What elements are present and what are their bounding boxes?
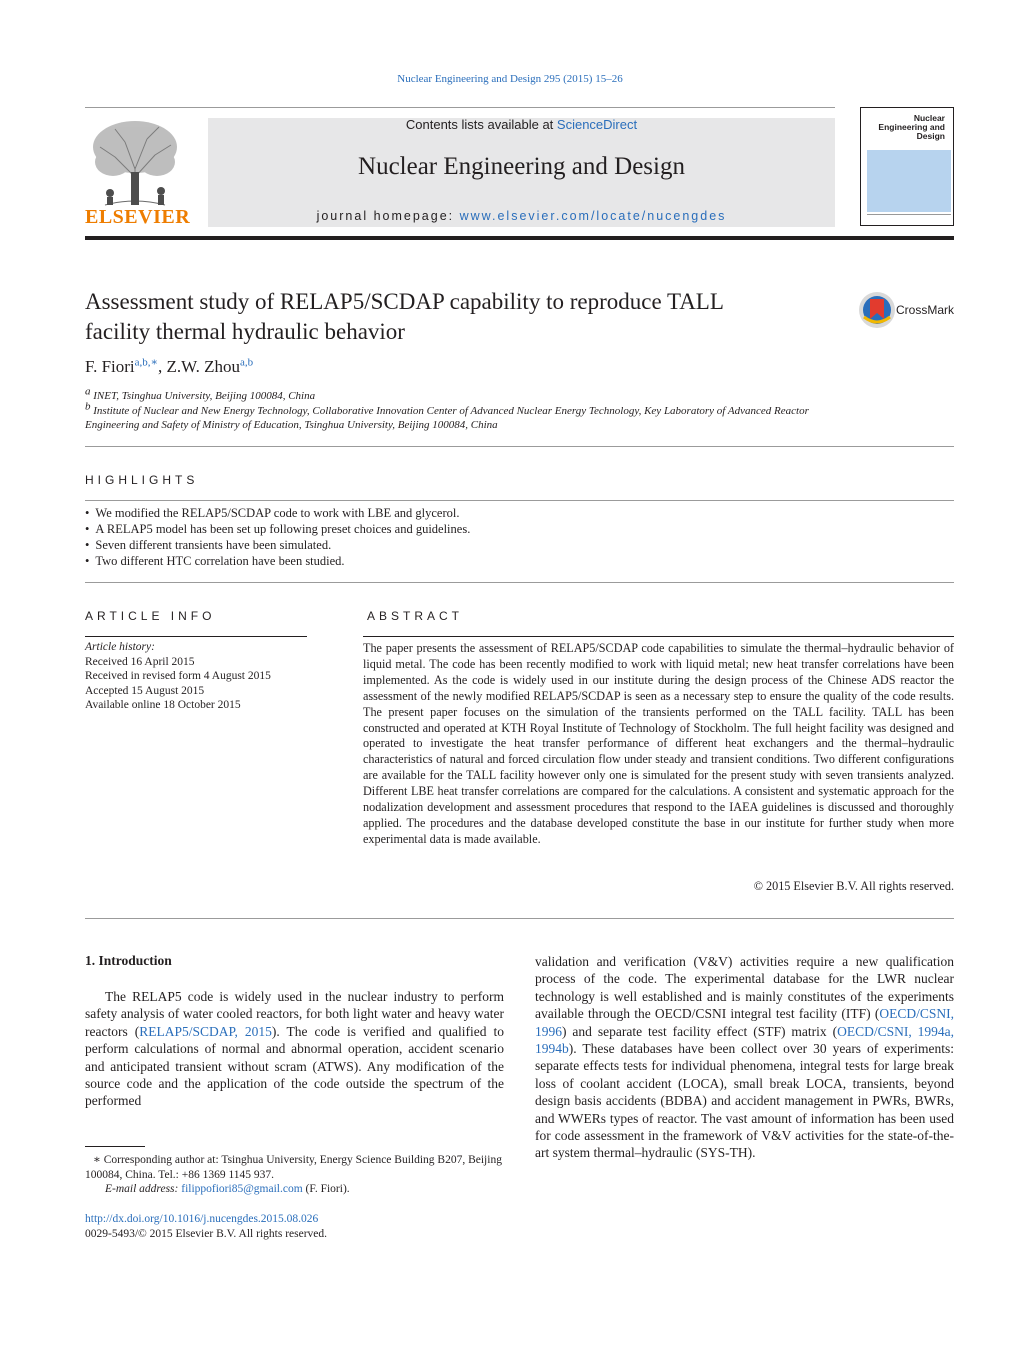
doi-link[interactable]: http://dx.doi.org/10.1016/j.nucengdes.2015.08.026 — [85, 1213, 319, 1225]
cover-artwork — [867, 150, 951, 212]
intro-column-left — [85, 988, 504, 1110]
history-revised: Received in revised form 4 August 2015 — [85, 670, 271, 682]
intro-left-text-1: The RELAP5 code is widely used in the nuclear industry to perform safety analysis of water cooled reactors, for both light water and heavy water reactors ( — [85, 989, 504, 1039]
journal-homepage-line — [208, 209, 835, 223]
cover-footer — [867, 214, 951, 221]
elsevier-wordmark: ELSEVIER — [85, 206, 191, 228]
highlight-item: • Seven different transients have been simulated. — [85, 537, 470, 553]
author-email-link[interactable]: filippofiori85@gmail.com — [181, 1183, 303, 1195]
article-title-line2: facility thermal hydraulic behavior — [85, 319, 405, 344]
journal-cover-thumbnail[interactable] — [860, 107, 954, 226]
intro-left-text-2: ). The code is verified and qualified to perform calculations of normal and abnormal operation, accident scenario and anticipated transient without scram (ATWS). Any modification of the source code and the application of the code outside the spectrum of the performed — [85, 1023, 505, 1109]
intro-column-right — [535, 953, 954, 1162]
affiliation-a-text: INET, Tsinghua University, Beijing 100084, China — [93, 390, 316, 402]
footnote-body — [85, 1153, 504, 1182]
intro-right-text-3: ). These databases have been collect over 30 years of experiments: separate effects tests for individual phenomena, integral tests for large break loss of coolant accident (LOCA), small break LOCA, transients, beyond design basis accidents (BDBA) and accident management in PWRs, BWRs, and WWERs types of reactor. The vast amount of information has been used for code assessment in the framework of V&V activities for the state-of-the-art system thermal–hydraulic (SYS-TH). — [535, 1041, 954, 1161]
footnote-email-line — [85, 1182, 504, 1197]
highlight-item: • A RELAP5 model has been set up following preset choices and guidelines. — [85, 521, 470, 537]
homepage-link[interactable]: www.elsevier.com/locate/nucengdes — [459, 209, 727, 223]
divider-after-highlights — [85, 582, 954, 583]
abstract-rule — [363, 636, 954, 637]
contents-line — [208, 117, 835, 132]
email-label: E-mail address: — [105, 1183, 182, 1195]
homepage-prefix: journal homepage: — [316, 209, 460, 223]
crossmark-label[interactable]: CrossMark — [896, 303, 955, 317]
ref-oecd-csni-1996[interactable]: OECD/CSNI, 1996 — [535, 1006, 954, 1039]
footnote-marker: ∗ — [93, 1154, 101, 1166]
cover-title: Nuclear Engineering and Design — [878, 113, 945, 141]
author-separator: , — [158, 357, 167, 376]
affiliation-b-marker: b — [85, 400, 91, 413]
article-title — [85, 287, 825, 347]
author-list — [85, 357, 253, 377]
affiliation-a-marker: a — [85, 385, 91, 398]
author-zhou: Z.W. Zhou — [166, 357, 241, 376]
author-zhou-affil[interactable]: a,b — [240, 356, 254, 369]
article-title-line1: Assessment study of RELAP5/SCDAP capability to reproduce TALL — [85, 289, 724, 314]
highlights-list — [85, 505, 470, 569]
ref-relap5-scdap-2015[interactable]: RELAP5/SCDAP, 2015 — [139, 1023, 272, 1039]
sciencedirect-link[interactable]: ScienceDirect — [556, 117, 638, 132]
affiliation-a — [85, 385, 316, 402]
journal-title: Nuclear Engineering and Design — [358, 153, 685, 180]
intro-heading: 1. Introduction — [85, 953, 172, 968]
abstract-copyright: © 2015 Elsevier B.V. All rights reserved. — [753, 879, 954, 893]
divider-after-affiliations — [85, 446, 954, 447]
header-top-rule — [85, 107, 835, 108]
author-fiori-affil[interactable]: a,b,∗ — [134, 356, 159, 369]
email-suffix: (F. Fiori). — [302, 1183, 350, 1195]
highlights-heading: HIGHLIGHTS — [85, 473, 199, 487]
highlight-item: • We modified the RELAP5/SCDAP code to work with LBE and glycerol. — [85, 505, 470, 521]
issn-copyright: 0029-5493/© 2015 Elsevier B.V. All rights reserved. — [85, 1227, 328, 1240]
article-info-heading: ARTICLE INFO — [85, 609, 216, 623]
highlight-item: • Two different HTC correlation have been studied. — [85, 553, 470, 569]
header-thick-rule — [85, 236, 954, 240]
affiliation-b-text: Institute of Nuclear and New Energy Technology, Collaborative Innovation Center of Advanced Nuclear Energy Technology, Key Laboratory of Advanced Reactor Engineering and Safety of Ministry of Education, Tsinghua University, Beijing 100084, China — [85, 405, 809, 431]
ref-oecd-csni-1994[interactable]: OECD/CSNI, 1994a, 1994b — [535, 1023, 955, 1057]
intro-right-text-1: validation and verification (V&V) activities require a new qualification process of the code. The experimental database for the LWR nuclear technology is well established and is mainly constitutes of the experiments available through the OECD/CSNI integral test facility (ITF) ( — [535, 954, 954, 1022]
affiliation-b — [85, 400, 865, 432]
abstract-text: The paper presents the assessment of RELAP5/SCDAP code capabilities to simulate the thermal–hydraulic behavior of liquid metal. The code has been recently modified to work with liquid metal; new heat transfer correlations have been implemented. As the code is widely used in our institute during the design process of the Chinese ADS reactor the assessment of the newly modified RELAP5/SCDAP is seen as a necessary step to ensure the quality of the code results. The present paper focuses on the simulation of the transients performed on the TALL facility. TALL has been constructed and operated at KTH Royal Institute of Technology of Stockholm. The full height facility was designed and operated to investigate the heat transfer performance of different heat exchangers and the thermal–hydraulic characteristics of natural and forced circulation flow under steady and transient conditions. Two different configurations are available for the TALL facility however only one is simulated for the present study with seven transients analyzed. Different LBE heat transfer correlations are compared for the calculations. A consistent and systematic approach for the nodalization development and assessment procedures that respond to the IAEA guidelines is discussed and thoroughly applied. The procedures and the database developed constitute the base in our institute for further study when more experimental data is made available. — [363, 641, 954, 846]
footnote-rule — [85, 1146, 145, 1147]
divider-after-abstract — [85, 918, 954, 919]
author-fiori: F. Fiori — [85, 357, 135, 376]
history-online: Available online 18 October 2015 — [85, 699, 241, 711]
footnote-text: Corresponding author at: Tsinghua University, Energy Science Building B207, Beijing 100084, China. Tel.: +86 1369 1145 937. — [85, 1154, 502, 1181]
intro-right-text-2: ) and separate test facility effect (STF) matrix ( — [562, 1023, 838, 1039]
contents-prefix: Contents lists available at — [405, 117, 557, 132]
article-history-label: Article history: — [85, 641, 155, 653]
abstract-heading: ABSTRACT — [367, 609, 464, 623]
article-info-rule — [85, 636, 307, 637]
history-accepted: Accepted 15 August 2015 — [85, 684, 205, 697]
article-history — [85, 640, 271, 713]
highlights-rule — [85, 500, 954, 501]
doi-block — [85, 1212, 327, 1241]
journal-citation[interactable]: Nuclear Engineering and Design 295 (2015) 15–26 — [397, 73, 623, 85]
corresponding-author-footnote — [85, 1153, 504, 1197]
history-received: Received 16 April 2015 — [85, 655, 195, 668]
